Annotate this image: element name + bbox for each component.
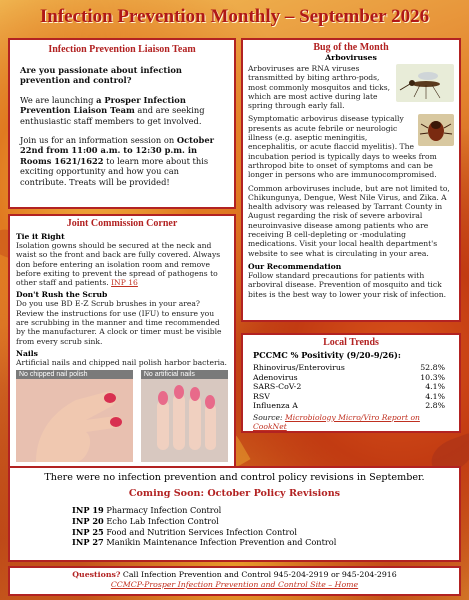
questions-label: Questions?: [72, 570, 121, 579]
nails-heading: Nails: [16, 348, 38, 358]
tie-it-right-text: Isolation gowns should be secured at the neck and waist so the front and back are fully covered. Always don before entering an isolation room and remove before exiting to prevent the spread of pathogens to other staff and patients. INP 16: [16, 241, 221, 288]
bug-paragraph-1: Arboviruses are RNA viruses transmitted by biting arthro-pods, most commonly mosquitos and ticks, which are most active during late spring through early fall.: [248, 64, 391, 111]
policy-list: [22, 505, 447, 548]
scrub-text: Do you use BD E-Z Scrub brushes in your area? Review the instructions for use (IFU) to ensure you are scrubbing in the manner and time recommended by the manufacturer. A clock or timer must be visible from every scrub sink.: [16, 299, 222, 346]
trend-value: 2.8%: [425, 401, 445, 411]
policy-section: [8, 466, 461, 562]
policy-code: INP 19: [72, 505, 104, 515]
inp16-link[interactable]: INP 16: [111, 278, 138, 288]
trend-value: 52.8%: [420, 363, 445, 372]
policy-name: Pharmacy Infection Control: [106, 505, 222, 515]
tick-image: [418, 114, 454, 146]
bug-paragraph-2: Symptomatic arbovirus disease typically presents as acute febrile or neurologic illness (e.g. aseptic meningitis, encephalitis, or acute flaccid myelitis). The incubation period is typically days to weeks from arthropod bite to onset of symptoms and can be longer in persons who are immunocompromised.: [248, 114, 437, 180]
mosquito-image: [396, 64, 454, 102]
joint-commission-section: [8, 214, 236, 469]
artificial-nails-caption: No artificial nails: [141, 370, 228, 379]
trend-value: 4.1%: [425, 382, 445, 392]
policy-item: [22, 527, 447, 538]
chipped-polish-image: [16, 370, 133, 462]
trends-subheading: PCCMC % Positivity (9/20-9/26):: [253, 350, 401, 360]
bug-of-month-section: [241, 38, 461, 322]
questions-text: Call Infection Prevention and Control 945-204-2919 or 945-204-2916: [120, 570, 397, 579]
policy-name: Manikin Maintenance Infection Prevention and Control: [106, 537, 337, 548]
page-title: Infection Prevention Monthly – September 2026: [39, 6, 430, 27]
liaison-question: Are you passionate about infection prevention and control?: [20, 65, 182, 86]
bug-paragraph-3: Common arboviruses include, but are not limited to, Chikungunya, Dengue, West Nile Virus, and Zika. A health advisory was released by Tarrant County in August regarding the risk of severe arboviral neuroinvasive disease among patients who are receiving B cell-depleting or -modulating medications. Visit your local health department's website to see what is circulating in your area.: [248, 183, 450, 258]
bug-heading: Bug of the Month: [313, 42, 389, 53]
tie-it-right-heading: Tie it Right: [16, 232, 65, 241]
artificial-nails-image: [141, 370, 228, 462]
trends-source: Source: Microbiology Micro/Viro Report on CookNet: [253, 412, 420, 432]
trend-name: Rhinovirus/Enterovirus: [253, 363, 345, 372]
policy-name: Food and Nutrition Services Infection Control: [106, 526, 297, 537]
liaison-paragraph-3: Join us for an information session on October 22nd from 11:00 a.m. to 12:30 p.m. in Rooms 1621/1622 to learn more about this exciting opportunity and how you can contribute. Treats will be provided!: [20, 135, 214, 187]
liaison-paragraph-2: We are launching a Prosper Infection Prevention Liaison Team and are seeking enthusiastic staff members to get involved.: [20, 94, 205, 126]
trends-heading: Local Trends: [323, 337, 379, 348]
nails-text: Artificial nails and chipped nail polish harbor bacteria.: [16, 357, 227, 367]
trend-name: Influenza A: [253, 401, 298, 411]
scrub-heading: Don't Rush the Scrub: [16, 290, 108, 300]
trend-name: Adenovirus: [253, 372, 298, 382]
trend-value: 4.1%: [425, 391, 445, 401]
policy-item: [22, 516, 447, 527]
local-trends-section: [241, 333, 461, 433]
site-link[interactable]: CCMCP-Prosper Infection Prevention and Control Site – Home: [110, 580, 359, 589]
trend-name: RSV: [253, 391, 270, 401]
liaison-team-section: [8, 38, 236, 209]
trend-name: SARS-CoV-2: [253, 382, 302, 392]
footer-contact: [8, 566, 461, 596]
policy-code: INP 20: [72, 515, 104, 526]
trend-row: [253, 401, 449, 411]
liaison-heading: Infection Prevention Liaison Team: [48, 44, 196, 55]
trend-row: [253, 382, 449, 392]
policy-item: [22, 537, 447, 548]
policy-item: [22, 505, 447, 516]
trend-row: [253, 392, 449, 402]
recommendation-heading: Our Recommendation: [248, 261, 342, 271]
trends-source-link[interactable]: Microbiology Micro/Viro Report on CookNet: [253, 412, 420, 432]
policy-code: INP 25: [72, 526, 104, 537]
trend-value: 10.3%: [420, 372, 445, 382]
policy-code: INP 27: [72, 537, 104, 548]
coming-soon-heading: Coming Soon: October Policy Revisions: [128, 488, 341, 499]
trends-table: [253, 363, 449, 411]
trend-row: [253, 363, 449, 373]
chipped-polish-caption: No chipped nail polish: [16, 370, 133, 379]
recommendation-text: Follow standard precautions for patients with arboviral disease. Prevention of mosquito and tick bites is the best way to lower your risk of infection.: [248, 270, 447, 299]
policy-lead: There were no infection prevention and control policy revisions in September.: [44, 472, 425, 483]
policy-name: Echo Lab Infection Control: [106, 515, 219, 526]
trend-row: [253, 373, 449, 383]
bug-subheading: Arboviruses: [325, 53, 377, 62]
joint-heading: Joint Commission Corner: [66, 218, 178, 229]
